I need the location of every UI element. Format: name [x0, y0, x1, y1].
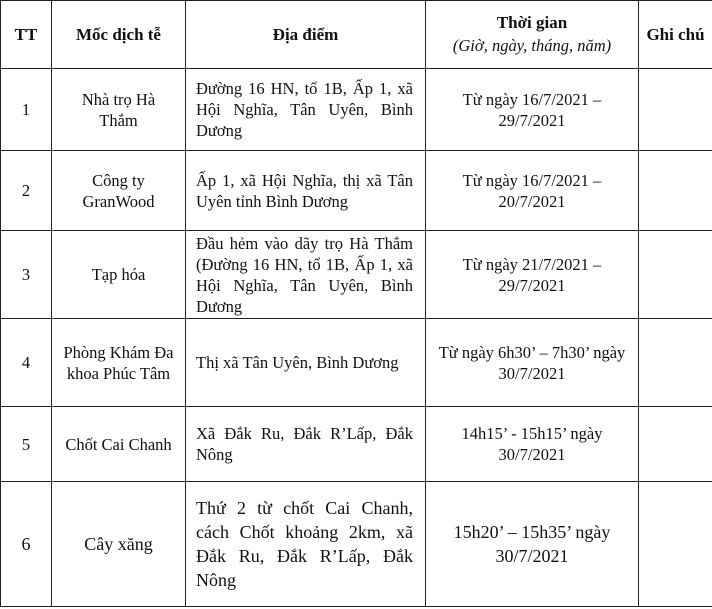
cell-dia-diem: Ấp 1, xã Hội Nghĩa, thị xã Tân Uyên tỉnh Bình Dương — [186, 151, 426, 231]
cell-ghi-chu — [639, 231, 712, 319]
cell-ghi-chu — [639, 482, 712, 607]
cell-dia-diem: Thứ 2 từ chốt Cai Chanh, cách Chốt khoảng 2km, xã Đắk Ru, Đắk R’Lấp, Đắk Nông — [186, 482, 426, 607]
cell-dia-diem: Xã Đắk Ru, Đắk R’Lấp, Đắk Nông — [186, 407, 426, 482]
cell-thoi-gian: 14h15’ - 15h15’ ngày 30/7/2021 — [426, 407, 639, 482]
header-ghi-chu: Ghi chú — [639, 1, 712, 69]
cell-thoi-gian: 15h20’ – 15h35’ ngày 30/7/2021 — [426, 482, 639, 607]
cell-thoi-gian: Từ ngày 6h30’ – 7h30’ ngày 30/7/2021 — [426, 319, 639, 407]
table-row — [1, 151, 712, 231]
cell-moc: Nhà trọ Hà Thắm — [52, 69, 186, 151]
cell-thoi-gian: Từ ngày 21/7/2021 – 29/7/2021 — [426, 231, 639, 319]
table-row — [1, 482, 712, 607]
cell-tt: 1 — [1, 69, 52, 151]
cell-dia-diem: Thị xã Tân Uyên, Bình Dương — [186, 319, 426, 407]
cell-moc: Công ty GranWood — [52, 151, 186, 231]
header-row — [1, 1, 712, 69]
cell-moc: Tạp hóa — [52, 231, 186, 319]
header-moc-dich-te: Mốc dịch tễ — [52, 1, 186, 69]
cell-tt: 4 — [1, 319, 52, 407]
header-thoi-gian-subtitle: (Giờ, ngày, tháng, năm) — [452, 36, 612, 55]
cell-dia-diem: Đường 16 HN, tổ 1B, Ấp 1, xã Hội Nghĩa, Tân Uyên, Bình Dương — [186, 69, 426, 151]
header-tt: TT — [1, 1, 52, 69]
table-row — [1, 231, 712, 319]
cell-ghi-chu — [639, 69, 712, 151]
cell-moc: Cây xăng — [52, 482, 186, 607]
cell-tt: 3 — [1, 231, 52, 319]
table-row — [1, 319, 712, 407]
cell-ghi-chu — [639, 151, 712, 231]
header-thoi-gian-title: Thời gian — [496, 13, 568, 32]
cell-tt: 5 — [1, 407, 52, 482]
cell-tt: 2 — [1, 151, 52, 231]
cell-moc: Chốt Cai Chanh — [52, 407, 186, 482]
cell-thoi-gian: Từ ngày 16/7/2021 – 29/7/2021 — [426, 69, 639, 151]
table-row — [1, 407, 712, 482]
cell-ghi-chu — [639, 407, 712, 482]
cell-dia-diem: Đầu hẻm vào dãy trọ Hà Thắm (Đường 16 HN, tổ 1B, Ấp 1, xã Hội Nghĩa, Tân Uyên, Bình Dương — [186, 231, 426, 319]
header-dia-diem: Địa điểm — [186, 1, 426, 69]
cell-tt: 6 — [1, 482, 52, 607]
table-row — [1, 69, 712, 151]
cell-ghi-chu — [639, 319, 712, 407]
header-thoi-gian — [426, 1, 639, 69]
cell-thoi-gian: Từ ngày 16/7/2021 – 20/7/2021 — [426, 151, 639, 231]
cell-moc: Phòng Khám Đa khoa Phúc Tâm — [52, 319, 186, 407]
